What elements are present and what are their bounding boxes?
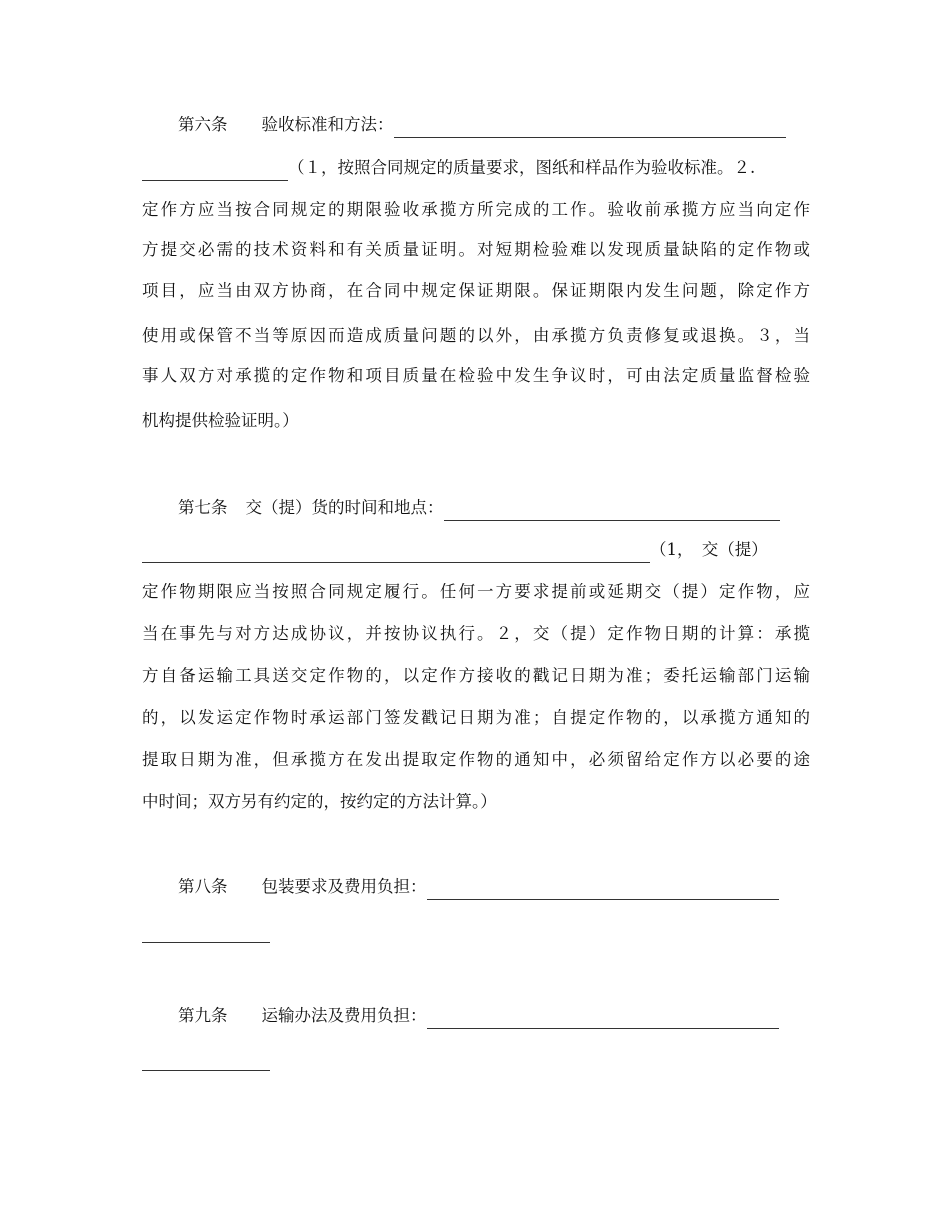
article7-blank-2[interactable] <box>142 538 650 563</box>
article7-line-6: 提取日期为准，但承揽方在发出提取定作物的通知中，必须留给定作方以必要的途 <box>142 750 810 769</box>
article7-heading-line <box>142 488 810 528</box>
article8-number: 第八条 <box>178 877 228 896</box>
article9-blank-1[interactable] <box>427 1004 779 1029</box>
article6-line-3: 方提交必需的技术资料和有关质量证明。对短期检验难以发现质量缺陷的定作物或 <box>142 240 810 259</box>
article7-line-4: 方自备运输工具送交定作物的，以定作方接收的戳记日期为准；委托运输部门运输 <box>142 666 810 685</box>
article9-title: 运输办法及费用负担： <box>261 1006 427 1025</box>
article7-text-1: （1， 交（提） <box>650 540 768 559</box>
article7-line-3: 当在事先与对方达成协议，并按协议执行。２，交（提）定作物日期的计算：承揽 <box>142 624 810 643</box>
article7-number: 第七条 <box>178 498 228 517</box>
article6-line-5: 使用或保管不当等原因而造成质量问题的以外，由承揽方负责修复或退换。３，当 <box>142 326 810 345</box>
article8-title: 包装要求及费用负担： <box>261 877 427 896</box>
article6-blank-1[interactable] <box>394 113 786 138</box>
article6-line-4: 项目，应当由双方协商，在合同中规定保证期限。保证期限内发生问题，除定作方 <box>142 281 810 300</box>
article6-line-2: 定作方应当按合同规定的期限验收承揽方所完成的工作。验收前承揽方应当向定作 <box>142 200 810 219</box>
article7-blank-1[interactable] <box>444 496 780 521</box>
article6-title: 验收标准和方法： <box>261 115 394 134</box>
article8-blank-2[interactable] <box>142 918 270 943</box>
article7-line-5: 的，以发运定作物时承运部门签发戳记日期为准；自提定作物的，以承揽方通知的 <box>142 708 810 727</box>
article7-line-7: 中时间；双方另有约定的，按约定的方法计算。） <box>142 792 497 811</box>
article7-title: 交（提）货的时间和地点： <box>245 498 444 517</box>
article9-blank-2[interactable] <box>142 1046 270 1071</box>
article7-line-1 <box>142 530 810 570</box>
article9-heading-line <box>142 996 810 1036</box>
article6-number: 第六条 <box>178 115 228 134</box>
article7-line-2: 定作物期限应当按照合同规定履行。任何一方要求提前或延期交（提）定作物，应 <box>142 582 810 601</box>
article8-blank-1[interactable] <box>427 875 779 900</box>
article6-text-1: （１，按照合同规定的质量要求，图纸和样品作为验收标准。２. <box>288 158 756 177</box>
article9-number: 第九条 <box>178 1006 228 1025</box>
article8-heading-line <box>142 867 810 907</box>
article8-line-1 <box>142 910 810 950</box>
article6-line-7: 机构提供检验证明。） <box>142 411 299 430</box>
article6-heading-line <box>142 105 810 145</box>
article6-line-1 <box>142 148 810 188</box>
article6-blank-2[interactable] <box>142 156 288 181</box>
article9-line-1 <box>142 1038 810 1078</box>
article6-line-6: 事人双方对承揽的定作物和项目质量在检验中发生争议时，可由法定质量监督检验 <box>142 366 810 385</box>
